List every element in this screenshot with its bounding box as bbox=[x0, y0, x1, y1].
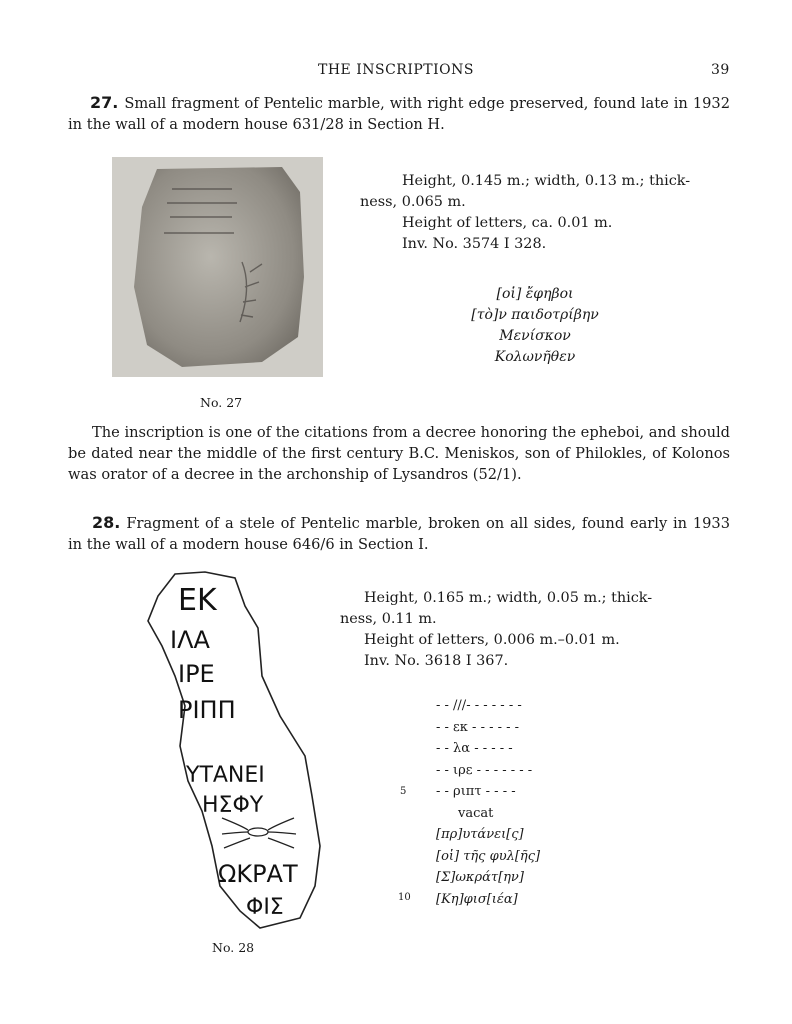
line-number: 10 bbox=[398, 892, 411, 903]
entry-27-measurements: Height, 0.145 m.; width, 0.13 m.; thick- ness, 0.065 m. Height of letters, ca. 0.01 m. Inv. No. 3574 I 328. bbox=[360, 173, 691, 252]
entry-27-commentary: The inscription is one of the citations from a decree honoring the epheboi, and should be dated near the middle of the first century B.C. Meniskos, son of Philokles, of Kolonos was orator of a decree in the archonship of Lysandros (52/1). bbox=[68, 424, 730, 483]
entry-28-intro: 28. Fragment of a stele of Pentelic marble, broken on all sides, found early in 1933 in the wall of a modern house 646/6 in Section I. bbox=[68, 513, 730, 553]
drawing-28-caption: No. 28 bbox=[212, 940, 255, 955]
drawing-line: ΥΤΑΝΕΙ bbox=[186, 763, 265, 788]
text-line: - - λα - - - - - bbox=[436, 741, 513, 756]
line-number: 5 bbox=[400, 786, 407, 797]
drawing-no-28 bbox=[140, 566, 340, 936]
text-line: - - ///- - - - - - - bbox=[436, 698, 522, 713]
entry-27-transcription bbox=[440, 284, 630, 368]
text-line: [Κη]φισ[ιέα] bbox=[436, 891, 518, 907]
entry-27-intro: 27. Small fragment of Pentelic marble, with right edge preserved, found late in 1932 in the wall of a modern house 631/28 in Section H. bbox=[68, 93, 730, 133]
entry-28-transcription bbox=[436, 695, 636, 910]
text-line: Κολωνῆθεν bbox=[494, 349, 576, 365]
text-line: - - ριπτ - - - - bbox=[436, 784, 516, 799]
entry-28-number: 28. bbox=[92, 513, 121, 532]
running-header: THE INSCRIPTIONS bbox=[318, 62, 474, 78]
text-line: [Σ]ωκράτ[ην] bbox=[436, 870, 524, 885]
text-line: - - εκ - - - - - - bbox=[436, 719, 520, 735]
drawing-line: ΕΚ bbox=[178, 583, 217, 618]
drawing-line: ΙΛΑ bbox=[170, 626, 210, 654]
drawing-ornament bbox=[222, 818, 296, 848]
text-line: - - ιρε - - - - - - - bbox=[436, 762, 533, 778]
photo-27-caption: No. 27 bbox=[200, 395, 243, 410]
drawing-line: ΙΡΕ bbox=[178, 660, 215, 688]
text-line: Μενίσκον bbox=[499, 328, 571, 344]
drawing-line: ΗΣΦΥ bbox=[202, 793, 264, 818]
text-line: [οἱ] ἔφηβοι bbox=[496, 286, 574, 302]
text-line: vacat bbox=[458, 805, 494, 821]
drawing-line: ΩΚΡΑΤ bbox=[218, 860, 298, 888]
entry-28-measurements: Height, 0.165 m.; width, 0.05 m.; thick- ness, 0.11 m. Height of letters, 0.006 m.–0.01 m. Inv. No. 3618 I 367. bbox=[340, 590, 653, 669]
drawing-line: ΦΙΣ bbox=[246, 895, 284, 920]
photo-no-27 bbox=[112, 157, 323, 377]
entry-27-number: 27. bbox=[90, 93, 119, 112]
text-line: [πρ]υτάνει[ς] bbox=[436, 827, 524, 842]
page-number: 39 bbox=[711, 62, 730, 78]
text-line: [τὸ]ν παιδοτρίβην bbox=[471, 307, 599, 323]
text-line: [οἱ] τῆς φυλ[ῆς] bbox=[436, 848, 541, 864]
drawing-line: ΡΙΠΠ bbox=[178, 696, 236, 724]
